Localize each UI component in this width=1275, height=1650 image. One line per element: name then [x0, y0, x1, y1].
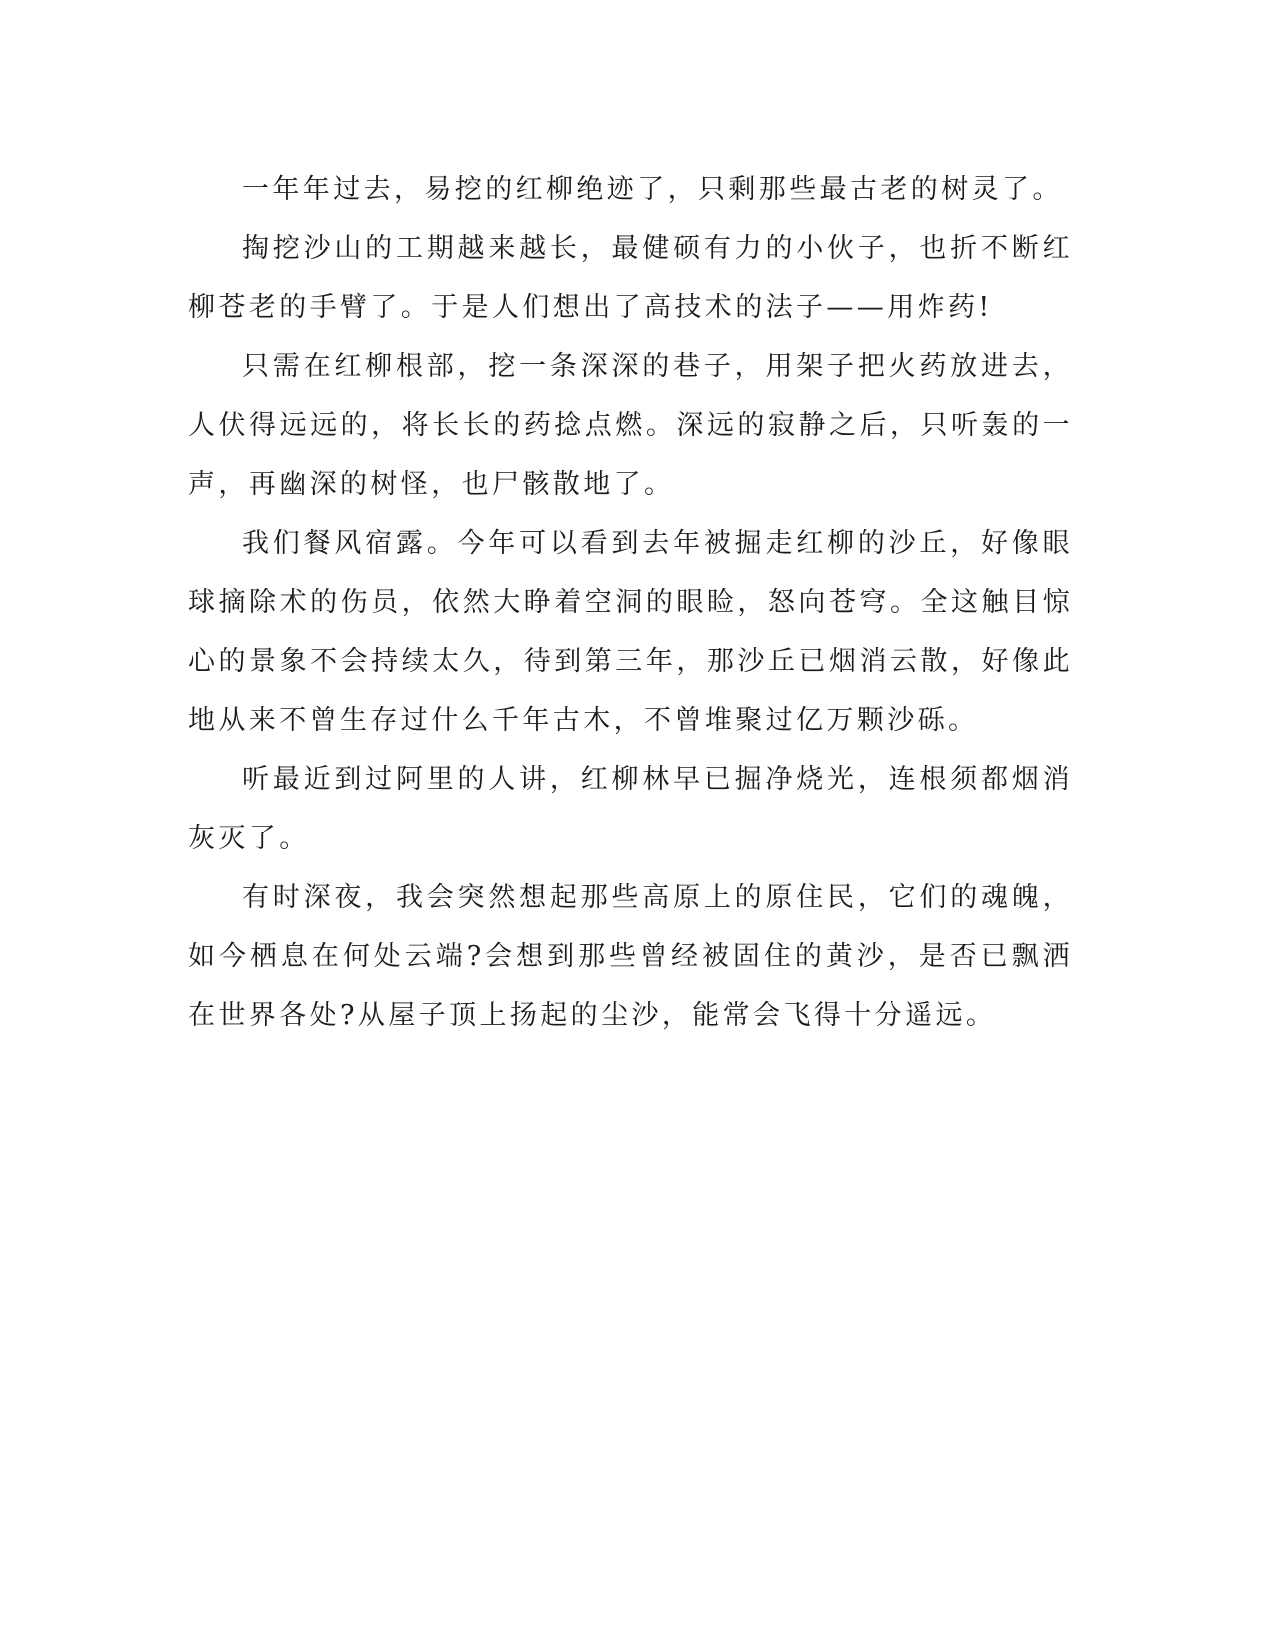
paragraph-3: 只需在红柳根部，挖一条深深的巷子，用架子把火药放进去，人伏得远远的，将长长的药捻点燃。深远的寂静之后，只听轰的一声，再幽深的树怪，也尸骸散地了。: [188, 351, 1073, 500]
paragraph-1: 一年年过去，易挖的红柳绝迹了，只剩那些最古老的树灵了。: [242, 174, 1063, 205]
paragraph-2: 掏挖沙山的工期越来越长，最健硕有力的小伙子，也折不断红柳苍老的手臂了。于是人们想出了高技术的法子——用炸药!: [188, 233, 1073, 323]
document-body: [188, 160, 1073, 1045]
paragraph-5: 听最近到过阿里的人讲，红柳林早已掘净烧光，连根须都烟消灰灭了。: [188, 764, 1073, 854]
paragraph-6: 有时深夜，我会突然想起那些高原上的原住民，它们的魂魄，如今栖息在何处云端?会想到那些曾经被固住的黄沙，是否已飘洒在世界各处?从屋子顶上扬起的尘沙，能常会飞得十分遥远。: [188, 882, 1073, 1031]
paragraph-4: 我们餐风宿露。今年可以看到去年被掘走红柳的沙丘，好像眼球摘除术的伤员，依然大睁着空洞的眼睑，怒向苍穹。全这触目惊心的景象不会持续太久，待到第三年，那沙丘已烟消云散，好像此地从来不曾生存过什么千年古木，不曾堆聚过亿万颗沙砾。: [188, 528, 1073, 736]
